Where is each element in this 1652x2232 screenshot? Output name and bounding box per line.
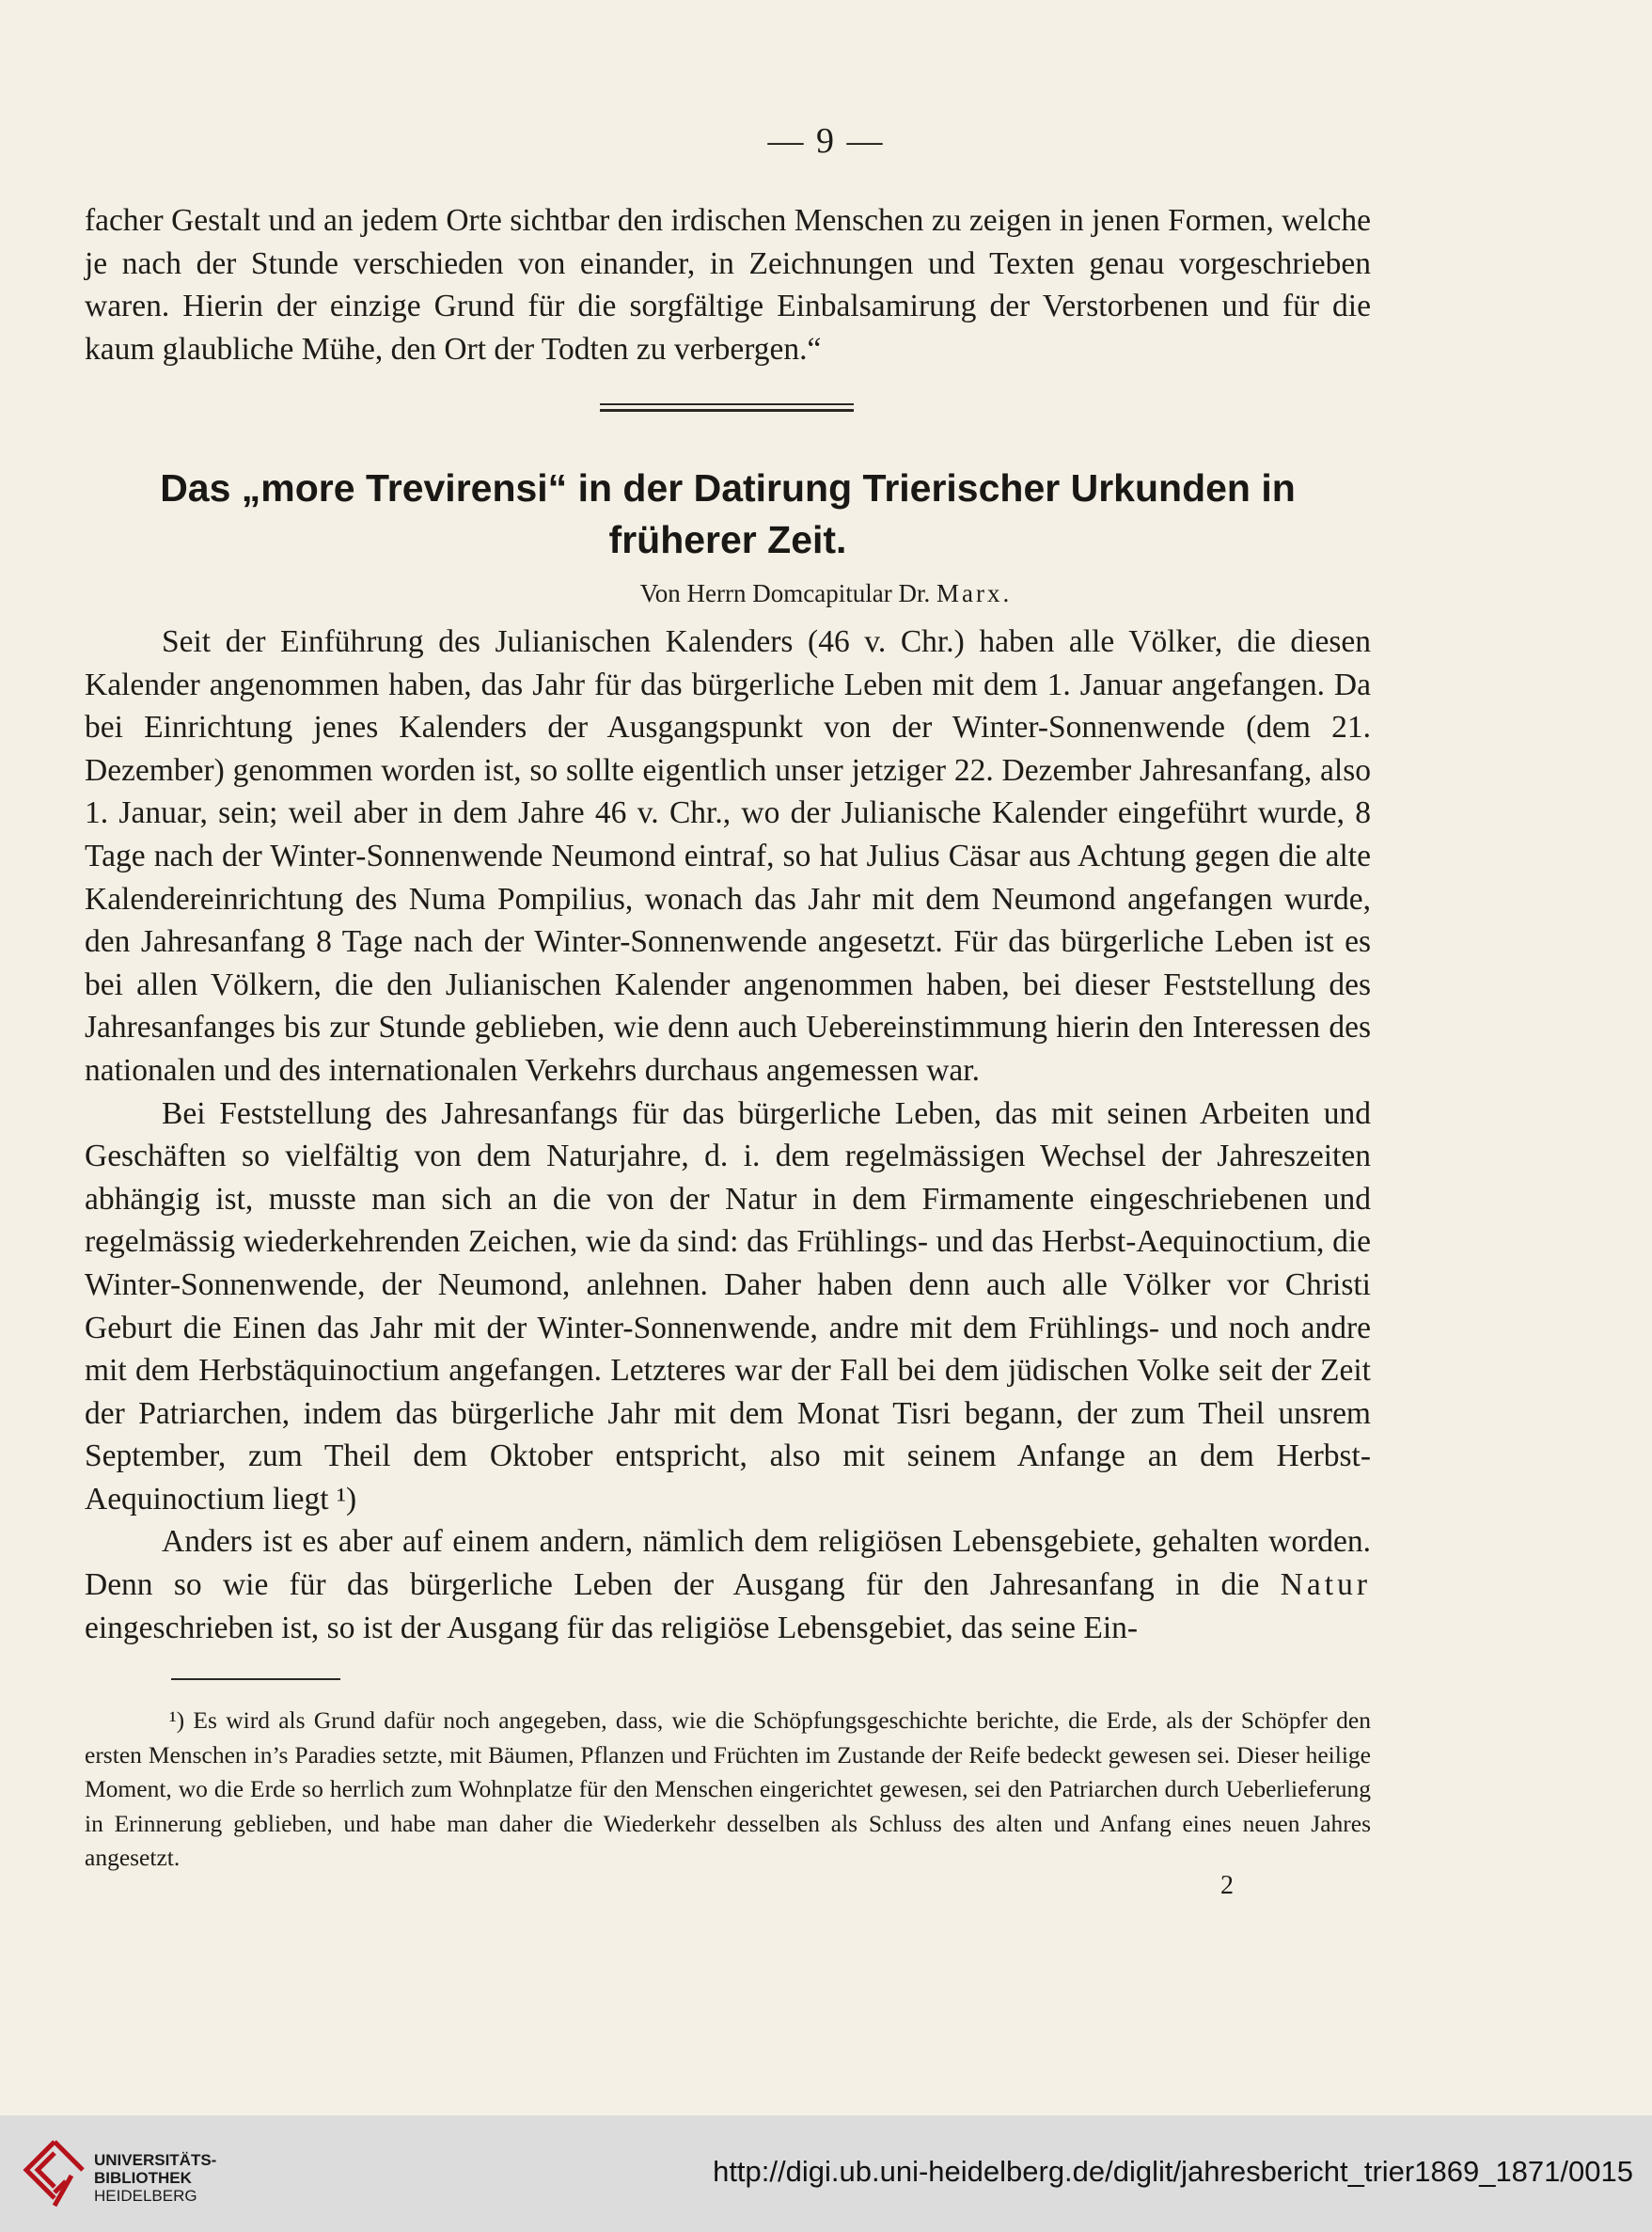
permalink-url[interactable]: http://digi.ub.uni-heidelberg.de/diglit/jahresbericht_trier1869_1871/0015 (713, 2155, 1633, 2188)
intro-paragraph (85, 199, 1371, 370)
library-name (94, 2151, 216, 2205)
body-paragraph-2: Bei Feststellung des Jahresanfangs für das bürgerliche Leben, das mit seinen Arbeiten und Geschäften so vielfältig von dem Naturjahre, d. i. dem regelmässigen Wechsel der Jahreszeiten abhängig ist, musste man sich an die von der Natur in dem Firmamente eingeschriebenen und regelmässig wiederkehrenden Zeichen, wie da sind: das Frühlings- und das Herbst-Aequinoctium, die Winter-Sonnenwende, der Neumond, anlehnen. Daher haben denn auch alle Völker vor Christi Geburt die Einen das Jahr mit der Winter-Sonnenwende, andre mit dem Frühlings- und noch andre mit dem Herbstäquinoctium angefangen. Letzteres war der Fall bei dem jüdischen Volke seit der Zeit der Patriarchen, indem das bürgerliche Jahr mit dem Monat Tisri begann, der zum Theil unsrem September, zum Theil dem Oktober entspricht, also mit seinem Anfange an dem Herbst-Aequinoctium liegt ¹) (85, 1095, 1371, 1517)
byline-author: Marx. (936, 579, 1013, 607)
heading-line-1: Das „more Trevirensi“ in der Datirung Trierischer Urkunden in (160, 466, 1296, 510)
heading-line-2: früherer Zeit. (608, 518, 847, 561)
intro-text: facher Gestalt und an jedem Orte sichtbar den irdischen Menschen zu zeigen in jenen Formen, welche je nach der Stunde verschieden von einander, in Zeichnungen und Texten genau vorgeschrieben waren. Hierin der einzige Grund für die sorgfältige Einbalsamirung der Verstorbenen und für die kaum glaubliche Mühe, den Ort der Todten zu verbergen.“ (85, 203, 1371, 367)
para3-start: Anders ist es aber auf einem andern, nämlich dem religiösen Lebensgebiete, gehalten worden. Denn so wie für das bürgerliche Leben der Ausgang für den Jahresanfang in die (85, 1524, 1371, 1603)
library-line-2: BIBLIOTHEK (94, 2169, 192, 2187)
footnote-rule (171, 1678, 340, 1680)
section-divider-top (600, 403, 854, 405)
section-divider-bottom (600, 409, 854, 412)
viewer-footer (0, 2115, 1652, 2232)
page-number: — 9 — (767, 121, 885, 161)
article-body (85, 621, 1371, 1649)
footnote-text: ¹) Es wird als Grund dafür noch angegeben, dass, wie die Schöpfungsgeschichte berichte, die Erde, als der Schöpfer den ersten Menschen in’s Paradies setzte, mit Bäumen, Pflanzen und Früchten im Zustande der Reife bedeckt gewesen sei. Dieser heilige Moment, wo die Erde so herrlich zum Wohnplatze für den Menschen eingerichtet gewesen, sei den Patriarchen durch Ueberlieferung in Erinnerung geblieben, und habe man daher die Wiederkehr desselben als Schluss des alten und Anfang eines neuen Jahres angesetzt. (85, 1706, 1371, 1872)
library-line-3: HEIDELBERG (94, 2187, 197, 2205)
byline-prefix: Von Herrn Domcapitular Dr. (639, 579, 931, 607)
para3-end: eingeschrieben ist, so ist der Ausgang für das religiöse Lebensgebiet, das seine Ein- (85, 1610, 1139, 1645)
library-line-1: UNIVERSITÄTS- (94, 2151, 217, 2169)
footnote (85, 1704, 1371, 1876)
body-paragraph-3 (85, 1520, 1371, 1649)
para3-spaced-word: Natur (1280, 1567, 1371, 1603)
body-paragraph-1: Seit der Einführung des Julianischen Kalenders (46 v. Chr.) haben alle Völker, die diesen Kalender angenommen haben, das Jahr für das bürgerliche Leben mit dem 1. Januar angefangen. Da bei Einrichtung jenes Kalenders der Ausgangspunkt von der Winter-Sonnenwende (dem 21. Dezember) genommen worden ist, so sollte eigentlich unser jetziger 22. Dezember Jahresanfang, also 1. Januar, sein; weil aber in dem Jahre 46 v. Chr., wo der Julianische Kalender eingeführt wurde, 8 Tage nach der Winter-Sonnenwende Neumond eintraf, so hat Julius Cäsar aus Achtung gegen die alte Kalendereinrichtung des Numa Pompilius, wonach das Jahr mit dem Neumond angefangen wurde, den Jahresanfang 8 Tage nach der Winter-Sonnenwende angesetzt. Für das bürgerliche Leben ist es bei allen Völkern, die den Julianischen Kalender angenommen haben, bei dieser Feststellung des Jahresanfanges bis zur Stunde geblieben, wie denn auch Uebereinstimmung hierin den Interessen des nationalen und des internationalen Verkehrs durchaus angemessen war. (85, 624, 1371, 1088)
signature-mark: 2 (1220, 1871, 1234, 1900)
byline (0, 579, 1652, 608)
article-heading (85, 463, 1371, 566)
library-logo-icon (17, 2136, 92, 2211)
